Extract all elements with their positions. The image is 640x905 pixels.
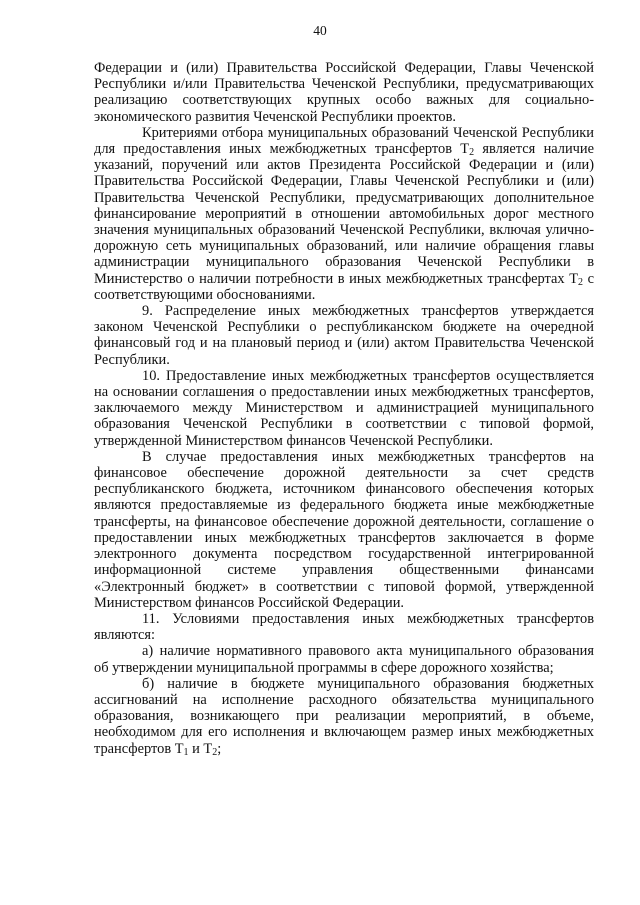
paragraph-p5 bbox=[94, 449, 594, 611]
page-number: 40 bbox=[313, 23, 327, 38]
text-run: ; bbox=[217, 740, 222, 757]
document-body bbox=[94, 60, 594, 757]
paragraph-p7 bbox=[94, 643, 594, 675]
text-run: б) наличие в бюджете муниципального образования бюджетных ассигнований на исполнение расходного обязательства муниципального образования, возникающего при реализации мероприятий, в объеме, необходимом для его исполнения и включающем размер иных межбюджетных трансфертов Т bbox=[94, 675, 594, 757]
text-run: является наличие указаний, поручений или актов Президента Российской Федерации и (или) Правительства Российской Федерации, Главы Чеченской Республики и (или) Правительства Чеченской Республики, предусматривающих дополнительное финансирование мероприятий в отношении автомобильных дорог местного значения муниципальных образований Чеченской Республики, включая улично-дорожную сеть муниципальных образований, или наличие обращения главы администрации муниципального образования Чеченской Республики в Министерство о наличии потребности в иных межбюджетных трансфертах Т bbox=[94, 141, 594, 287]
paragraph-p8 bbox=[94, 676, 594, 757]
text-run: и Т bbox=[188, 740, 213, 757]
text-run: Федерации и (или) Правительства Российской Федерации, Главы Чеченской Республики и/или Правительства Чеченской Республики, предусматривающих реализацию соответствующих крупных особо важных для социально-экономического развития Чеченской Республики проектов. bbox=[94, 60, 594, 125]
text-run: 10. Предоставление иных межбюджетных трансфертов осуществляется на основании соглашения о предоставлении иных межбюджетных трансфертов, заключаемого между Министерством и администрацией муниципального образования Чеченской Республики в соответствии с типовой формой, утвержденной Министерством финансов Чеченской Республики. bbox=[94, 367, 594, 449]
paragraph-p6 bbox=[94, 611, 594, 643]
paragraph-p2 bbox=[94, 125, 594, 303]
subscript-index: 2 bbox=[212, 746, 218, 758]
text-run: 9. Распределение иных межбюджетных трансфертов утверждается законом Чеченской Республики о республиканском бюджете на очередной финансовый год и на плановый период и (или) актом Правительства Чеченской Республики. bbox=[94, 303, 594, 368]
text-run: 11. Условиями предоставления иных межбюджетных трансфертов являются: bbox=[94, 610, 594, 644]
paragraph-p4 bbox=[94, 368, 594, 449]
text-run: с соответствующими обоснованиями. bbox=[94, 270, 594, 303]
subscript-index: 1 bbox=[183, 746, 189, 758]
subscript-index: 2 bbox=[469, 147, 475, 159]
subscript-index: 2 bbox=[578, 276, 583, 288]
text-run: В случае предоставления иных межбюджетных трансфертов на финансовое обеспечение дорожной деятельности за счет средств республиканского бюджета, источником финансового обеспечения которых являются предоставляемые из федерального бюджета иные межбюджетные трансферты, на финансовое обеспечение дорожной деятельности, соглашение о предоставлении иных межбюджетных трансфертов заключается в форме электронного документа посредством государственной интегрированной информационной системе управления общественными финансами «Электронный бюджет» в соответствии с типовой формой, утвержденной Министерством финансов Российской Федерации. bbox=[94, 448, 594, 611]
paragraph-p3 bbox=[94, 303, 594, 368]
paragraph-p1 bbox=[94, 60, 594, 125]
text-run: Критериями отбора муниципальных образований Чеченской Республики для предоставления иных межбюджетных трансфертов Т bbox=[94, 124, 594, 158]
text-run: а) наличие нормативного правового акта муниципального образования об утверждении муниципальной программы в сфере дорожного хозяйства; bbox=[94, 643, 594, 676]
